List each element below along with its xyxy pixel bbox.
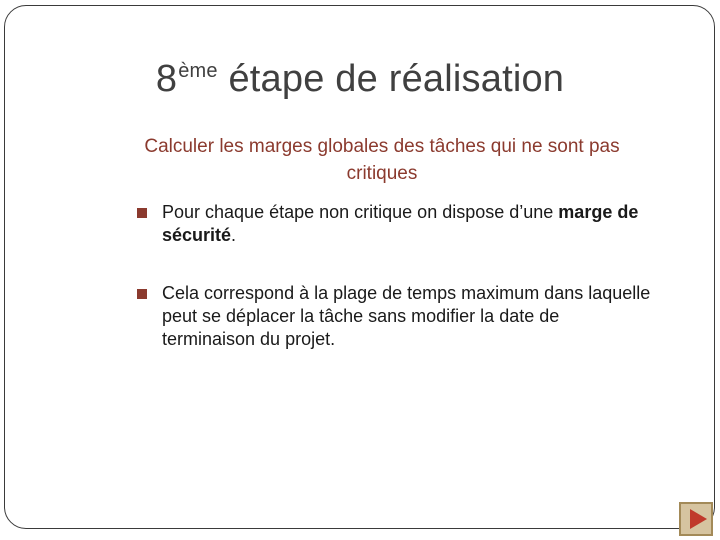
slide-subtitle [0,133,720,187]
next-slide-button[interactable] [679,502,713,536]
bullet-text: Cela correspond à la plage de temps maximum dans laquelle peut se déplacer la tâche sans modifier la date de terminaison du projet. [162,283,651,349]
square-bullet-icon [137,208,147,218]
subtitle-line-1: Calculer les marges globales des tâches qui ne sont pas [144,136,620,157]
bullet-text-end: . [231,225,237,245]
bullet-item [137,201,657,247]
title-superscript: ème [178,60,218,82]
title-number: 8 [155,58,178,100]
bullet-bold-text: marge de sécurité [162,202,639,245]
subtitle-line-2: critiques [346,163,418,184]
bullet-text: Pour chaque étape non critique on dispose d’une [162,202,559,222]
slide-title [0,58,720,101]
title-text: étape de réalisation [217,58,565,100]
bullet-list [137,201,657,386]
bullet-item [137,282,657,351]
square-bullet-icon [137,289,147,299]
play-arrow-icon [681,504,711,534]
